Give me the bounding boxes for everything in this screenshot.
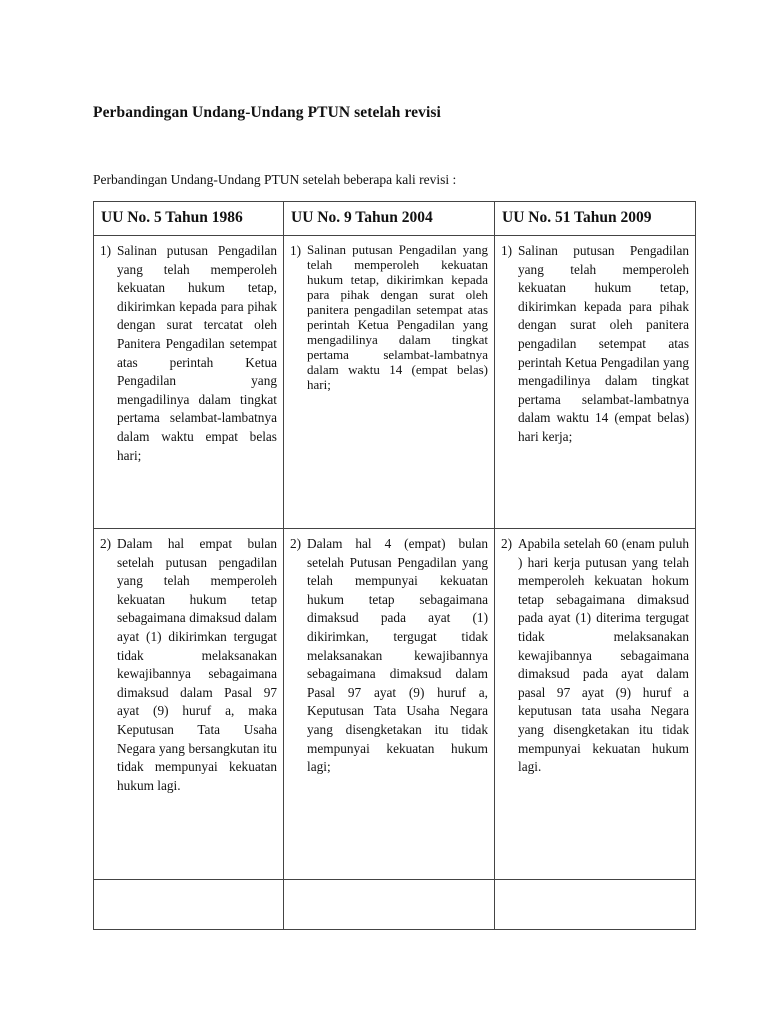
table-cell [94,236,284,529]
table-cell-empty [94,880,284,930]
page-title: Perbandingan Undang-Undang PTUN setelah revisi [93,104,441,121]
table-row [94,880,696,930]
column-header: UU No. 9 Tahun 2004 [284,202,495,236]
item-text: Dalam hal 4 (empat) bulan setelah Putusan Pengadilan yang telah mempunyai kekuatan hukum tetap sebagaimana dimaksud pada ayat (1) dikirimkan, tergugat tidak melaksanakan kewajibannya sebagaimana dimaksud dalam Pasal 97 ayat (9) huruf a, Keputusan Tata Usaha Negara yang disengketakan itu tidak mempunyai kekuatan hukum lagi; [307,536,488,775]
item-number: 2) [100,536,112,551]
item-number: 1) [100,243,112,258]
intro-text: Perbandingan Undang-Undang PTUN setelah beberapa kali revisi : [93,172,457,187]
item-text: Dalam hal empat bulan setelah putusan pengadilan yang telah memperoleh kekuatan hukum tetap sebagaimana dimaksud dalam ayat (1) dikirimkan tergugat tidak melaksanakan kewajibannya sebagaimana dimaksud dalam Pasal 97 ayat (9) huruf a, maka Keputusan Tata Usaha Negara yang bersangkutan itu tidak mempunyai kekuatan hukum lagi. [117,536,277,793]
table-cell [495,529,696,880]
item-number: 1) [290,243,302,258]
table-row [94,529,696,880]
item-number: 2) [290,536,302,551]
table-row [94,236,696,529]
table-header-row [94,202,696,236]
item-text: Salinan putusan Pengadilan yang telah memperoleh kekuatan hukum tetap, dikirimkan kepada para pihak dengan surat oleh panitera pengadilan setempat atas perintah Ketua Pengadilan yang mengadilinya dalam tingkat pertama selambat-lambatnya dalam waktu 14 (empat belas) hari kerja; [518,243,689,444]
table-cell-empty [495,880,696,930]
item-text: Salinan putusan Pengadilan yang telah memperoleh kekuatan hukum tetap, dikirimkan kepada para pihak dengan surat tercatat oleh Panitera Pengadilan setempat atas perintah Ketua Pengadilan yang mengadilinya dalam tingkat pertama selambat-lambatnya dalam waktu empat belas hari; [117,243,277,463]
column-header: UU No. 51 Tahun 2009 [495,202,696,236]
table-cell [94,529,284,880]
table-cell-empty [284,880,495,930]
table-cell [284,236,495,529]
comparison-table [93,201,696,930]
item-text: Apabila setelah 60 (enam puluh ) hari kerja putusan yang telah memperoleh kekuatan hokum tetap sebagaimana dimaksud pada ayat (1) diterima tergugat tidak melaksanakan kewajibannya sebagaimana dimaksud pada ayat dalam pasal 97 ayat (9) huruf a keputusan tata usaha Negara yang disengketakan itu tidak mempunyai kekuatan hukum lagi. [518,536,689,775]
column-header: UU No. 5 Tahun 1986 [94,202,284,236]
item-text: Salinan putusan Pengadilan yang telah memperoleh kekuatan hukum tetap, dikirimkan kepada para pihak dengan surat oleh panitera pengadilan setempat atas perintah Ketua Pengadilan yang mengadilinya dalam tingkat pertama selambat-lambatnya dalam waktu 14 (empat belas) hari; [307,242,488,392]
table-cell [495,236,696,529]
table-cell [284,529,495,880]
item-number: 1) [501,243,513,258]
item-number: 2) [501,536,513,551]
